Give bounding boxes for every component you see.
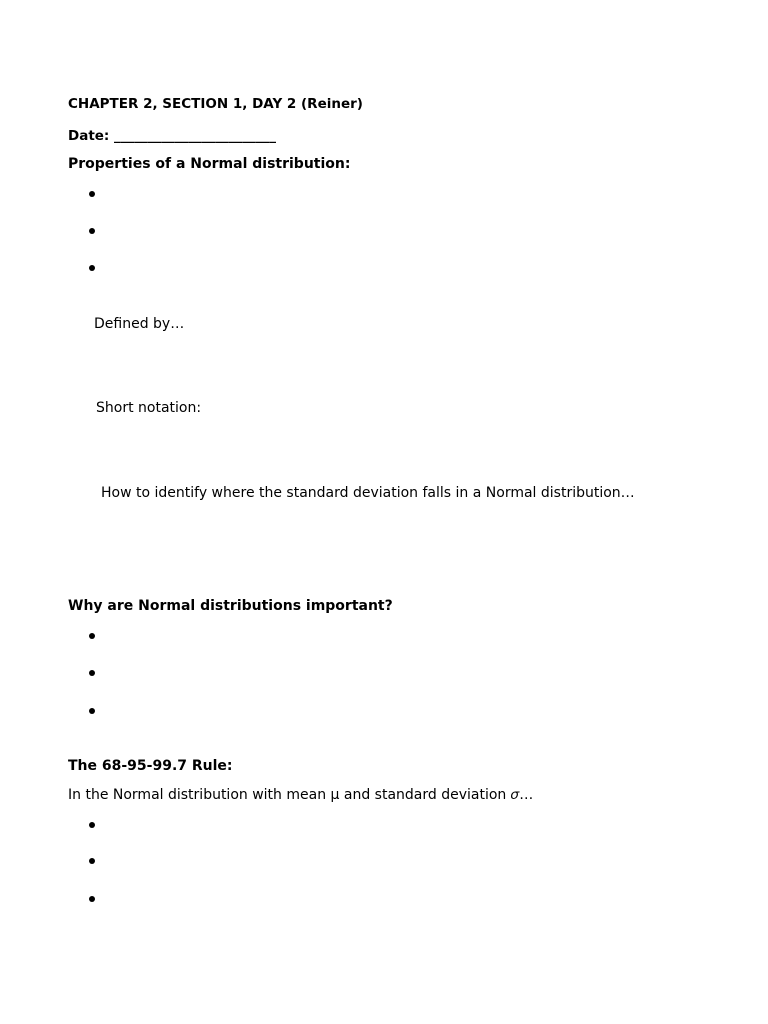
- why-bullet-3: [89, 708, 95, 714]
- rule-bullet-1: [89, 822, 95, 828]
- rule-bullet-3: [89, 896, 95, 902]
- properties-bullet-1: [89, 191, 95, 197]
- date-field-label: Date: ________________________: [68, 128, 277, 144]
- identify-sd-prompt: How to identify where the standard deviation falls in a Normal distribution…: [101, 485, 635, 501]
- properties-bullet-2: [89, 228, 95, 234]
- document-title: CHAPTER 2, SECTION 1, DAY 2 (Reiner): [68, 96, 363, 112]
- why-important-heading: Why are Normal distributions important?: [68, 598, 393, 614]
- defined-by-prompt: Defined by…: [94, 316, 185, 332]
- why-bullet-2: [89, 670, 95, 676]
- rule-heading: The 68-95-99.7 Rule:: [68, 758, 233, 774]
- short-notation-prompt: Short notation:: [96, 400, 202, 416]
- properties-heading: Properties of a Normal distribution:: [68, 156, 351, 172]
- rule-intro-text: In the Normal distribution with mean μ and standard deviation 𝜎…: [68, 787, 534, 803]
- properties-bullet-3: [89, 265, 95, 271]
- why-bullet-1: [89, 633, 95, 639]
- rule-bullet-2: [89, 858, 95, 864]
